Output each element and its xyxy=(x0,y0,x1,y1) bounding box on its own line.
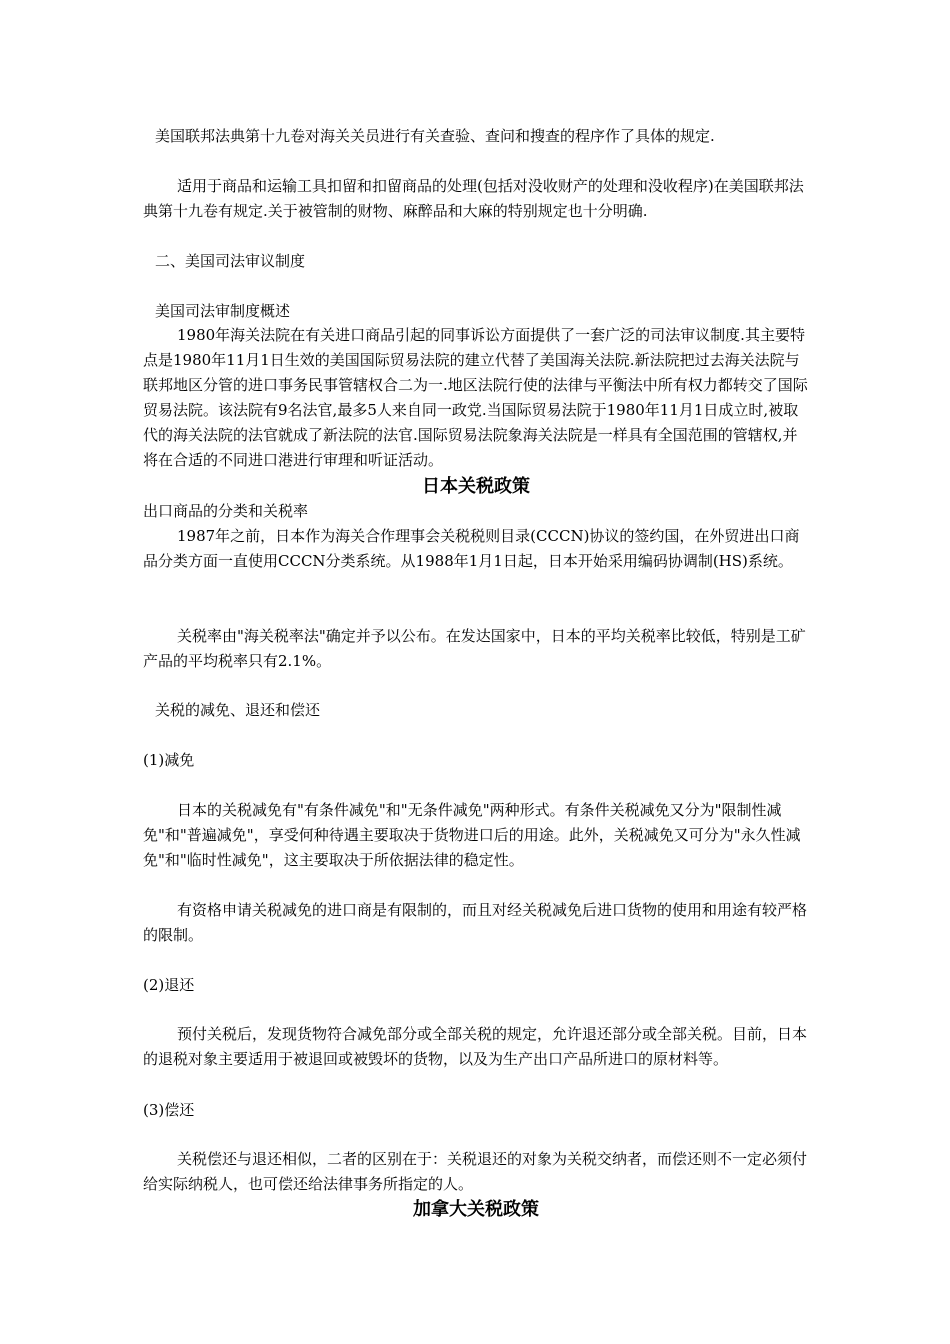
item-title-refund: (2)退还 xyxy=(143,976,195,994)
subsection-title-reduction-refund: 关税的减免、退还和偿还 xyxy=(155,701,321,719)
item-title-repayment: (3)偿还 xyxy=(143,1101,195,1119)
paragraph-refund: 预付关税后，发现货物符合减免部分或全部关税的规定，允许退还部分或全部关税。目前，日本的退税对象主要适用于被退回或被毁坏的货物，以及为生产出口产品所进口的原材料等。 xyxy=(143,1025,808,1068)
heading-canada-tariff-policy: 加拿大关税政策 xyxy=(413,1199,539,1220)
paragraph-repayment: 关税偿还与退还相似，二者的区别在于：关税退还的对象为关税交纳者，而偿还则不一定必须付给实际纳税人，也可偿还给法律事务所指定的人。 xyxy=(143,1150,808,1193)
heading-japan-tariff-policy: 日本关税政策 xyxy=(422,476,530,497)
paragraph-customs-inspection: 美国联邦法典第十九卷对海关关员进行有关查验、查问和搜查的程序作了具体的规定. xyxy=(155,127,715,145)
paragraph-reduction-eligibility: 有资格申请关税减免的进口商是有限制的，而且对经关税减免后进口货物的使用和用途有较严格的限制。 xyxy=(143,901,808,944)
item-title-reduction: (1)减免 xyxy=(143,751,195,769)
paragraph-court-of-international-trade: 1980年海关法院在有关进口商品引起的同事诉讼方面提供了一套广泛的司法审议制度.其主要特点是1980年11月1日生效的美国国际贸易法院的建立代替了美国海关法院.新法院把过去海关法院与联邦地区分管的进口事务民事管辖权合二为一.地区法院行使的法律与平衡法中所有权力都转交了国际贸易法院。该法院有9名法官,最多5人来自同一政党.当国际贸易法院于1980年11月1日成立时,被取代的海关法院的法官就成了新法院的法官.国际贸易法院象海关法院是一样具有全国范围的管辖权,并将在合适的不同进口港进行审理和听证活动。 xyxy=(143,326,808,469)
subsection-title-overview: 美国司法审制度概述 xyxy=(155,302,291,320)
subsection-title-classification: 出口商品的分类和关税率 xyxy=(143,502,309,520)
paragraph-tariff-rate: 关税率由"海关税率法"确定并予以公布。在发达国家中，日本的平均关税率比较低，特别是工矿产品的平均税率只有2.1%。 xyxy=(143,627,806,670)
paragraph-cccn-hs: 1987年之前，日本作为海关合作理事会关税税则目录(CCCN)协议的签约国，在外贸进出口商品分类方面一直使用CCCN分类系统。从1988年1月1日起，日本开始采用编码协调制(HS)系统。 xyxy=(143,527,800,570)
paragraph-seizure-rules: 适用于商品和运输工具扣留和扣留商品的处理(包括对没收财产的处理和没收程序)在美国联邦法典第十九卷有规定.关于被管制的财物、麻醉品和大麻的特别规定也十分明确. xyxy=(143,177,804,220)
paragraph-reduction-forms: 日本的关税减免有"有条件减免"和"无条件减免"两种形式。有条件关税减免又分为"限制性减免"和"普遍减免"，享受何种待遇主要取决于货物进口后的用途。此外，关税减免又可分为"永久性减免"和"临时性减免"，这主要取决于所依据法律的稳定性。 xyxy=(143,801,801,869)
section-title-us-judicial-review: 二、美国司法审议制度 xyxy=(155,252,306,270)
